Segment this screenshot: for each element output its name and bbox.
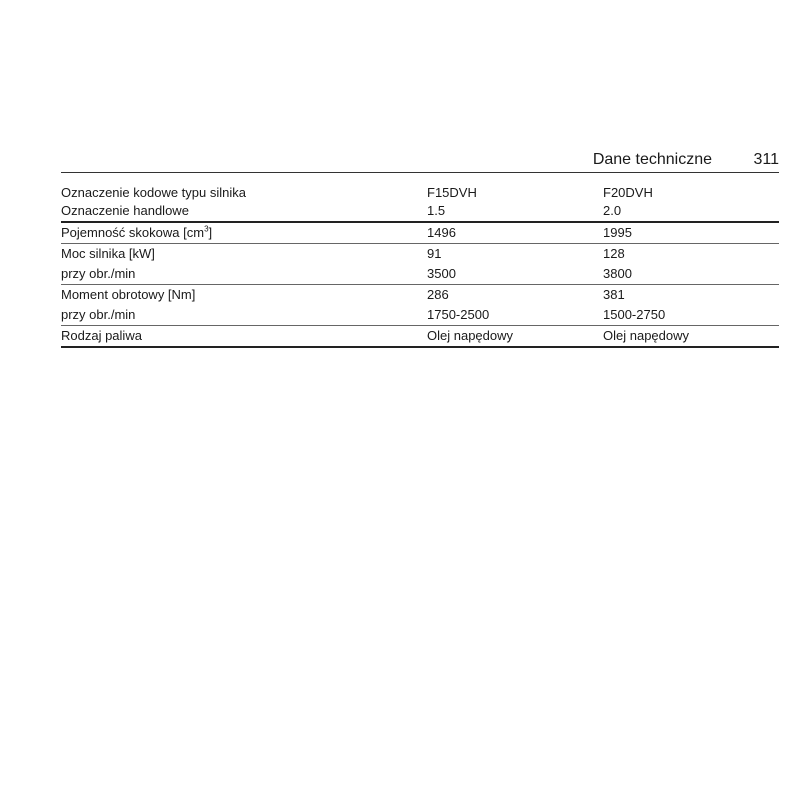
table-row xyxy=(61,223,779,244)
row-col2: 1995 xyxy=(603,225,632,240)
row-label: Pojemność skokowa $[cm^3]$ xyxy=(61,224,213,240)
header-col2: 2.0 xyxy=(603,203,622,218)
header-col2: F20DVH xyxy=(603,185,653,200)
table-row xyxy=(61,285,779,305)
row-label: przy obr./min xyxy=(61,307,136,322)
row-col2: 1500-2750 xyxy=(603,307,666,322)
table-row xyxy=(61,264,779,285)
row-label: Moment obrotowy [Nm] xyxy=(61,287,196,302)
row-label: Rodzaj paliwa xyxy=(61,328,142,343)
section-title: Dane techniczne xyxy=(592,151,712,168)
header-label: Oznaczenie kodowe typu silnika xyxy=(61,185,246,200)
row-label: przy obr./min xyxy=(61,266,136,281)
header-label: Oznaczenie handlowe xyxy=(61,203,189,218)
row-col1: 1496 xyxy=(427,225,456,240)
table-header-row xyxy=(61,184,779,202)
row-col2: 381 xyxy=(603,287,625,302)
row-col2: 3800 xyxy=(603,266,632,281)
running-header xyxy=(61,150,779,173)
row-col2: 128 xyxy=(603,246,625,261)
engine-spec-table xyxy=(61,184,779,348)
header-col1: F15DVH xyxy=(427,185,477,200)
row-col1: 1750-2500 xyxy=(427,307,490,322)
table-header-row xyxy=(61,202,779,223)
header-col1: 1.5 xyxy=(427,203,446,218)
row-col2: Olej napędowy xyxy=(603,328,689,343)
row-col1: 3500 xyxy=(427,266,456,281)
row-col1: 286 xyxy=(427,287,449,302)
table-row xyxy=(61,244,779,264)
row-col1: Olej napędowy xyxy=(427,328,513,343)
row-col1: 91 xyxy=(427,246,442,261)
table-row xyxy=(61,305,779,326)
table-row xyxy=(61,326,779,348)
superscript: 3 xyxy=(204,224,209,234)
row-label: Moc silnika [kW] xyxy=(61,246,155,261)
page-number: 311 xyxy=(753,151,779,168)
